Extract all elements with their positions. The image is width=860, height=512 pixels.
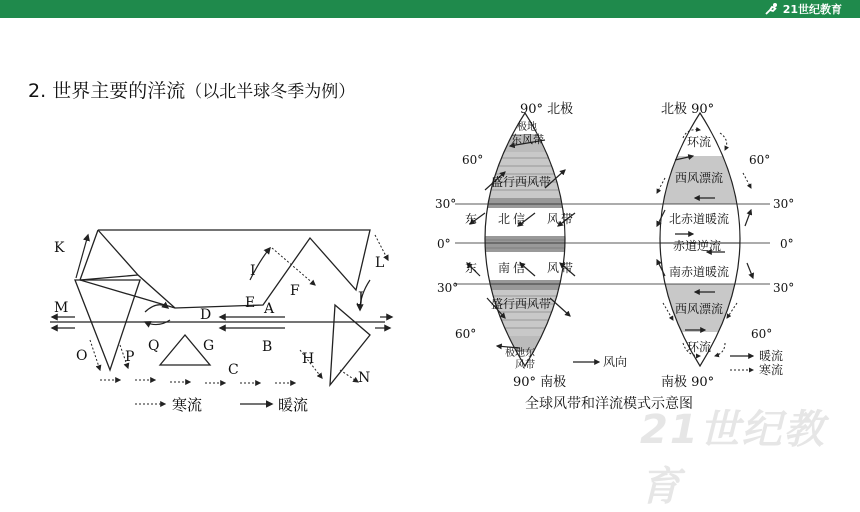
north-continent [80, 230, 370, 308]
diagram-caption: 全球风带和洋流模式示意图 [525, 396, 693, 412]
label-A: A [264, 301, 275, 317]
north-equatorial-current: 北赤道暖流 [669, 212, 730, 226]
trade-s-3: 风 [547, 261, 560, 275]
lat-right-60n: 60° [749, 153, 771, 167]
label-I: I [250, 263, 256, 279]
polar-easterly-s-1: 极地东 [505, 348, 535, 359]
runner-icon [764, 2, 780, 16]
heading-subtitle: （以北半球冬季为例） [185, 82, 356, 102]
label-N: N [358, 370, 371, 386]
lat-right-0: 0° [780, 237, 794, 251]
legend-warm-label: 暖流 [278, 396, 309, 414]
label-right-bottom: 南极 90° [661, 375, 715, 390]
label-B: B [262, 339, 273, 355]
legend-warm-label-right: 暖流 [759, 349, 784, 363]
lat-left-30n: 30° [435, 197, 457, 211]
gyre-n: 环流 [687, 135, 712, 149]
label-E: E [245, 295, 256, 311]
section-heading [28, 76, 355, 103]
heading-number: 2. [28, 80, 47, 102]
global-wind-and-current-diagram [425, 98, 805, 418]
label-K: K [54, 240, 65, 256]
polar-easterly-s-2: 风带 [515, 360, 535, 371]
label-F: F [290, 283, 300, 299]
trade-s-1: 南 [498, 261, 511, 275]
trade-s-2: 信 [513, 261, 526, 275]
brand-logo [764, 0, 842, 18]
label-L: L [375, 255, 385, 271]
lat-left-30s: 30° [437, 281, 459, 295]
label-P: P [125, 349, 135, 365]
west-drift-n: 西风漂流 [675, 171, 724, 185]
label-left-bottom: 90° 南极 [513, 375, 567, 390]
trade-n-1: 北 [498, 212, 511, 226]
legend-cold-label-right: 寒流 [759, 363, 784, 377]
wind-direction-label: 风向 [603, 355, 628, 369]
watermark-text: 21世纪教育 [640, 407, 826, 510]
ocean-current-model-diagram [40, 220, 400, 420]
label-M: M [54, 300, 69, 316]
lat-left-60n: 60° [462, 153, 484, 167]
label-left-top: 90° 北极 [520, 102, 574, 117]
south-equatorial-current: 南赤道暖流 [669, 265, 730, 279]
label-O: O [76, 348, 88, 364]
equatorial-counter-current: 赤道逆流 [673, 239, 722, 253]
polar-easterly-n-1: 极地 [517, 122, 537, 133]
westerly-s: 盛行西风带 [491, 297, 552, 311]
trade-s-0: 东 [465, 261, 478, 275]
trade-n-4: 带 [561, 212, 574, 226]
gyre-s: 环流 [687, 340, 712, 354]
lat-right-60s: 60° [751, 327, 773, 341]
westerly-n: 盛行西风带 [491, 175, 552, 189]
label-right-top: 北极 90° [661, 102, 715, 117]
lat-right-30s: 30° [773, 281, 795, 295]
logo-text: 21世纪教育 [782, 3, 842, 16]
lat-left-0: 0° [437, 237, 451, 251]
west-drift-s: 西风漂流 [675, 302, 724, 316]
trade-s-4: 带 [561, 261, 574, 275]
top-bar [0, 0, 860, 18]
label-H: H [302, 351, 315, 367]
heading-title: 世界主要的洋流 [52, 80, 186, 102]
lat-left-60s: 60° [455, 327, 477, 341]
label-C: C [228, 362, 239, 378]
label-J: J [358, 290, 364, 306]
legend-cold-label: 寒流 [172, 396, 203, 414]
label-Q: Q [148, 338, 160, 354]
trade-n-2: 信 [513, 212, 526, 226]
trade-n-0: 东 [465, 212, 478, 226]
label-D: D [200, 307, 212, 323]
label-G: G [203, 338, 215, 354]
polar-easterly-n-2: 东风带 [511, 133, 544, 146]
trade-n-3: 风 [547, 212, 560, 226]
lat-right-30n: 30° [773, 197, 795, 211]
